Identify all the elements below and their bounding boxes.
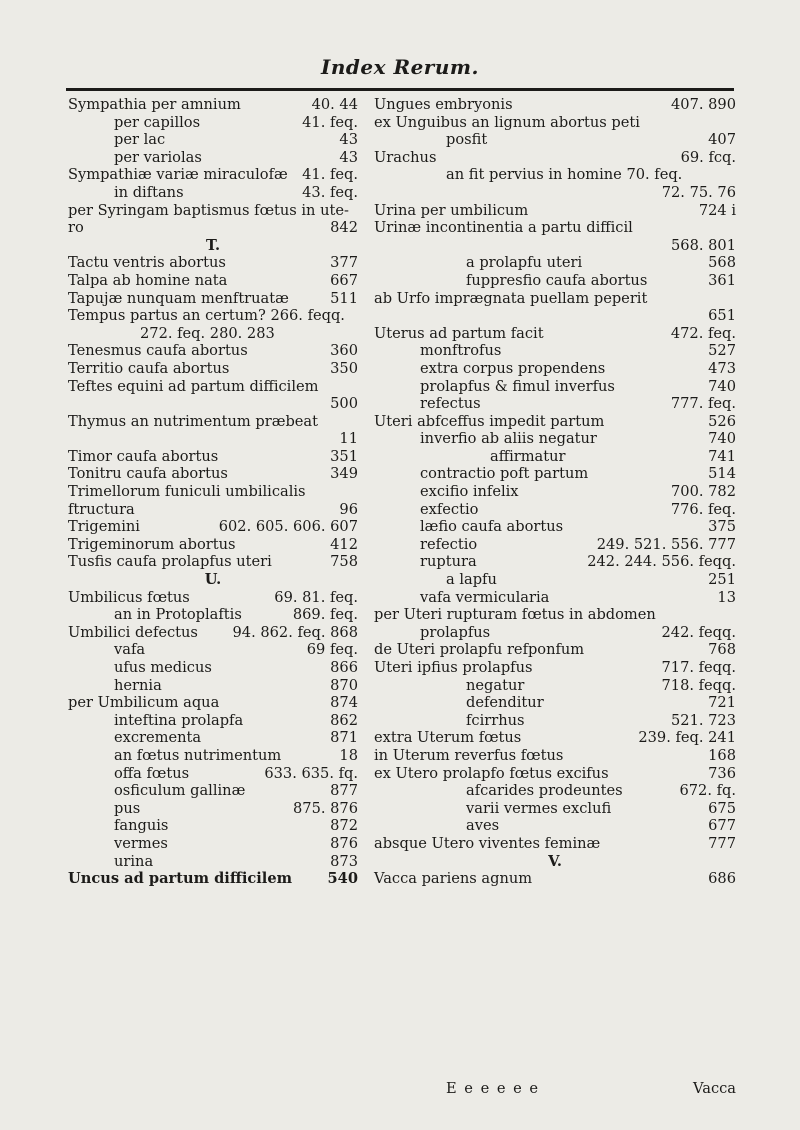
index-entry [374,553,736,571]
index-entry [68,96,358,114]
entry-term: per capillos [114,113,201,131]
entry-page-ref: 521. 723 [671,711,736,729]
index-entry [68,290,358,308]
entry-term: in Uterum reverfus fœtus [374,746,564,764]
entry-term: Timor caufa abortus [68,447,219,465]
entry-term: Tempus partus an certum? 266. feqq. [68,307,345,325]
entry-term: Urachus [374,148,437,166]
index-entry [374,765,736,783]
index-entry [374,114,736,132]
index-entry [374,747,736,765]
entry-term: Umbilicus fœtus [68,588,190,606]
entry-term: fcirrhus [466,711,525,729]
index-entry [68,254,358,272]
index-entry [374,272,736,290]
entry-page-ref: 672. fq. [679,782,736,800]
index-entry [374,606,736,624]
entry-term: ruptura [420,553,477,571]
index-entry [68,589,358,607]
index-entry [68,782,358,800]
index-entry [68,677,358,695]
index-entry [68,853,358,871]
entry-term: absque Utero viventes feminæ [374,834,601,852]
entry-page-ref: 43 [339,131,358,149]
entry-term: 272. feq. 280. 283 [140,324,275,342]
entry-page-ref: 249. 521. 556. 777 [596,535,736,553]
entry-page-ref: 350 [330,359,358,377]
entry-page-ref: 875. 876 [293,799,358,817]
entry-page-ref: 375 [708,518,736,536]
index-entry [68,149,358,167]
entry-term: Tonitru caufa abortus [68,465,228,483]
entry-term: Teftes equini ad partum difficilem [68,377,319,395]
index-entry [68,817,358,835]
index-entry [374,589,736,607]
index-entry [68,536,358,554]
entry-page-ref: 11 [339,430,358,448]
index-entry [374,131,736,149]
entry-page-ref: 651 [708,307,736,325]
entry-term: prolapfus [420,623,491,641]
entry-term: fuppresfio caufa abortus [466,271,648,289]
entry-term: an in Protoplaftis [114,606,242,624]
entry-term: contractio poft partum [420,465,589,483]
entry-term: Umbilici defectus [68,623,198,641]
entry-page-ref: 527 [708,342,736,360]
entry-term: Trimellorum funiculi umbilicalis [68,483,306,501]
entry-page-ref: 43. feq. [302,183,358,201]
entry-term: extra Uterum fœtus [374,729,522,747]
index-entry [374,624,736,642]
entry-term: læfio caufa abortus [420,518,564,536]
index-entry [374,342,736,360]
entry-page-ref: 500 [330,395,358,413]
entry-term: excifio infelix [420,483,519,501]
index-entry [374,413,736,431]
index-entry [374,360,736,378]
entry-page-ref: 69. fcq. [680,148,736,166]
entry-page-ref: 633. 635. fq. [264,764,358,782]
entry-page-ref: 242. 244. 556. feqq. [587,553,736,571]
index-entry [68,747,358,765]
index-entry [68,624,358,642]
index-entry [374,254,736,272]
index-entry [68,518,358,536]
entry-term: vermes [114,834,168,852]
entry-term: refectus [420,395,481,413]
entry-term: excrementa [114,729,202,747]
index-entry [68,413,358,431]
entry-page-ref: 40. 44 [311,96,358,113]
entry-page-ref: 871 [330,729,358,747]
entry-page-ref: 511 [330,289,358,307]
entry-term: Uncus ad partum difficilem [68,870,293,888]
entry-term: defenditur [466,694,544,712]
section-letter-text: V. [548,852,562,870]
index-entry [68,307,358,325]
index-entry [68,272,358,290]
entry-term: refectio [420,535,478,553]
catchword: Vacca [693,1080,736,1097]
entry-term: Tenesmus caufa abortus [68,342,248,360]
index-entry [68,166,358,184]
index-entry [374,202,736,220]
index-entry [374,782,736,800]
index-entry [374,835,736,853]
index-entry [68,659,358,677]
entry-page-ref: 568. 801 [671,236,736,254]
entry-page-ref: 740 [708,377,736,395]
index-entry [374,483,736,501]
entry-term: hernia [114,676,162,694]
entry-page-ref: 514 [708,465,736,483]
entry-page-ref: 69. 81. feq. [274,588,358,606]
index-entry [374,518,736,536]
entry-page-ref: 94. 862. feq. 868 [232,623,358,641]
entry-term: per Umbilicum aqua [68,694,220,712]
index-entry [68,729,358,747]
entry-page-ref: 412 [330,535,358,553]
entry-term: vafa [114,641,146,659]
entry-page-ref: 741 [708,447,736,465]
entry-page-ref: 568 [708,254,736,272]
entry-term: Trigeminorum abortus [68,535,236,553]
entry-term: vafa vermicularia [420,588,550,606]
entry-term: an fœtus nutrimentum [114,746,282,764]
entry-page-ref: 242. feqq. [661,623,736,641]
entry-term: ro [68,219,84,237]
entry-page-ref: 758 [330,553,358,571]
entry-page-ref: 349 [330,465,358,483]
entry-page-ref: 96 [339,500,358,518]
left-index-column [68,96,358,888]
entry-page-ref: 675 [708,799,736,817]
entry-term: Thymus an nutrimentum præbeat [68,412,318,430]
index-entry [68,448,358,466]
entry-page-ref: 251 [708,571,736,589]
entry-term: affirmatur [490,447,566,465]
index-entry [374,166,736,184]
index-entry [68,219,358,237]
entry-term: a lapfu [446,571,497,589]
entry-term: ex Utero prolapfo fœtus excifus [374,764,609,782]
index-entry [374,378,736,396]
entry-term: osficulum gallinæ [114,782,246,800]
entry-term: Sympathia per amnium [68,96,241,113]
index-entry [68,114,358,132]
entry-page-ref: 777 [708,834,736,852]
entry-term: monftrofus [420,342,502,360]
entry-term: exfectio [420,500,479,518]
entry-page-ref: 677 [708,817,736,835]
header-rule [66,88,734,91]
entry-page-ref: 69 feq. [306,641,358,659]
index-entry [68,501,358,519]
index-entry [374,817,736,835]
entry-page-ref: 768 [708,641,736,659]
index-entry [68,835,358,853]
entry-term: per lac [114,131,166,149]
index-entry [68,465,358,483]
entry-term: Tusfis caufa prolapfus uteri [68,553,272,571]
entry-page-ref: 866 [330,659,358,676]
entry-term: Urina per umbilicum [374,201,529,219]
entry-term: Trigemini [68,518,140,536]
entry-page-ref: 777. feq. [670,395,736,413]
entry-page-ref: 540 [327,870,358,888]
entry-term: Vacca pariens agnum [374,870,533,888]
section-letter-text: U. [204,571,222,589]
entry-page-ref: 41. feq. [302,113,358,131]
entry-page-ref: 776. feq. [670,500,736,518]
entry-term: fanguis [114,817,169,835]
entry-page-ref: 72. 75. 76 [661,183,736,201]
entry-page-ref: 869. feq. [292,606,358,624]
index-entry [68,430,358,448]
entry-term: Urinæ incontinentia a partu difficil [374,219,633,237]
index-entry [374,219,736,237]
index-entry [68,765,358,783]
entry-page-ref: 472. feq. [670,324,736,342]
entry-term: afcarides prodeuntes [466,782,623,800]
index-entry [68,342,358,360]
entry-term: ab Urfo imprægnata puellam peperit [374,289,648,307]
entry-term: Tactu ventris abortus [68,254,226,272]
entry-term: offa fœtus [114,764,190,782]
entry-term: inverfio ab aliis negatur [420,430,597,448]
index-entry [374,395,736,413]
index-entry [374,659,736,677]
entry-term: per Uteri rupturam fœtus in abdomen [374,606,656,624]
entry-page-ref: 41. feq. [302,166,358,184]
entry-page-ref: 13 [717,588,736,606]
index-entry [374,430,736,448]
signature-mark: E e e e e e [446,1080,540,1097]
entry-term: extra corpus propendens [420,359,606,377]
entry-page-ref: 360 [330,342,358,360]
section-letter [374,853,736,871]
entry-page-ref: 873 [330,852,358,870]
index-entry [374,677,736,695]
entry-term: per Syringam baptismus fœtus in ute- [68,201,349,219]
entry-term: Sympathiæ variæ miraculofæ [68,166,288,184]
index-entry [68,800,358,818]
index-entry [374,307,736,325]
index-entry [68,360,358,378]
entry-term: Uteri abfceffus impedit partum [374,412,605,430]
index-entry [374,448,736,466]
entry-term: a prolapfu uteri [466,254,583,272]
entry-term: de Uteri prolapfu refponfum [374,641,585,659]
entry-page-ref: 526 [708,412,736,430]
entry-page-ref: 407 [708,131,736,149]
entry-page-ref: 842 [330,219,358,237]
entry-page-ref: 239. feq. 241 [638,729,736,747]
index-entry [68,870,358,888]
index-entry [374,184,736,202]
index-entry [374,641,736,659]
entry-page-ref: 377 [330,254,358,272]
entry-page-ref: 602. 605. 606. 607 [218,518,358,536]
section-letter [68,237,358,255]
entry-term: posfit [446,131,488,149]
index-entry [68,553,358,571]
entry-page-ref: 686 [708,870,736,888]
entry-page-ref: 724 i [698,201,736,219]
index-entry [374,501,736,519]
entry-page-ref: 717. feqq. [661,659,736,676]
entry-page-ref: 721 [708,694,736,712]
index-entry [374,800,736,818]
entry-page-ref: 862 [330,711,358,729]
entry-term: pus [114,799,141,817]
entry-term: urina [114,852,154,870]
index-entry [374,870,736,888]
index-entry [68,694,358,712]
index-entry [374,96,736,114]
entry-term: ufus medicus [114,659,212,676]
index-entry [68,606,358,624]
index-entry [68,325,358,343]
index-entry [374,712,736,730]
index-entry [374,465,736,483]
entry-page-ref: 43 [339,148,358,166]
entry-term: Talpa ab homine nata [68,271,228,289]
entry-term: Territio caufa abortus [68,359,230,377]
entry-page-ref: 667 [330,271,358,289]
entry-term: Tapujæ nunquam menftruatæ [68,289,289,307]
entry-term: an fit pervius in homine 70. feq. [446,166,683,184]
entry-page-ref: 700. 782 [671,483,736,501]
entry-page-ref: 18 [339,746,358,764]
section-letter-text: T. [205,236,221,254]
index-entry [68,395,358,413]
entry-page-ref: 351 [330,447,358,465]
entry-page-ref: 361 [708,271,736,289]
entry-page-ref: 407. 890 [671,96,736,113]
index-entry [68,641,358,659]
page-header: Index Rerum. [320,55,480,79]
entry-term: Uteri ipfius prolapfus [374,659,533,676]
entry-term: in diftans [114,183,184,201]
entry-term: ex Unguibus an lignum abortus peti [374,113,640,131]
entry-term: inteftina prolapfa [114,711,244,729]
entry-term: Uterus ad partum facit [374,324,544,342]
entry-term: ftructura [68,500,135,518]
entry-page-ref: 872 [330,817,358,835]
index-entry [374,536,736,554]
index-entry [374,325,736,343]
entry-page-ref: 718. feqq. [661,676,736,694]
index-entry [68,131,358,149]
index-entry [374,149,736,167]
entry-page-ref: 473 [708,359,736,377]
entry-page-ref: 876 [330,834,358,852]
entry-page-ref: 877 [330,782,358,800]
entry-term: negatur [466,676,525,694]
entry-term: varii vermes exclufi [466,799,612,817]
index-entry [374,729,736,747]
index-entry [374,571,736,589]
right-index-column [374,96,736,888]
index-entry [68,202,358,220]
entry-term: aves [466,817,500,835]
index-entry [68,184,358,202]
entry-page-ref: 874 [330,694,358,712]
entry-term: Ungues embryonis [374,96,513,113]
index-entry [68,712,358,730]
index-entry [374,237,736,255]
entry-page-ref: 740 [708,430,736,448]
index-entry [68,378,358,396]
entry-page-ref: 736 [708,764,736,782]
entry-term: prolapfus & fimul inverfus [420,377,615,395]
index-entry [374,694,736,712]
section-letter [68,571,358,589]
index-entry [68,483,358,501]
entry-term: per variolas [114,148,202,166]
index-entry [374,290,736,308]
entry-page-ref: 168 [708,746,736,764]
entry-page-ref: 870 [330,676,358,694]
